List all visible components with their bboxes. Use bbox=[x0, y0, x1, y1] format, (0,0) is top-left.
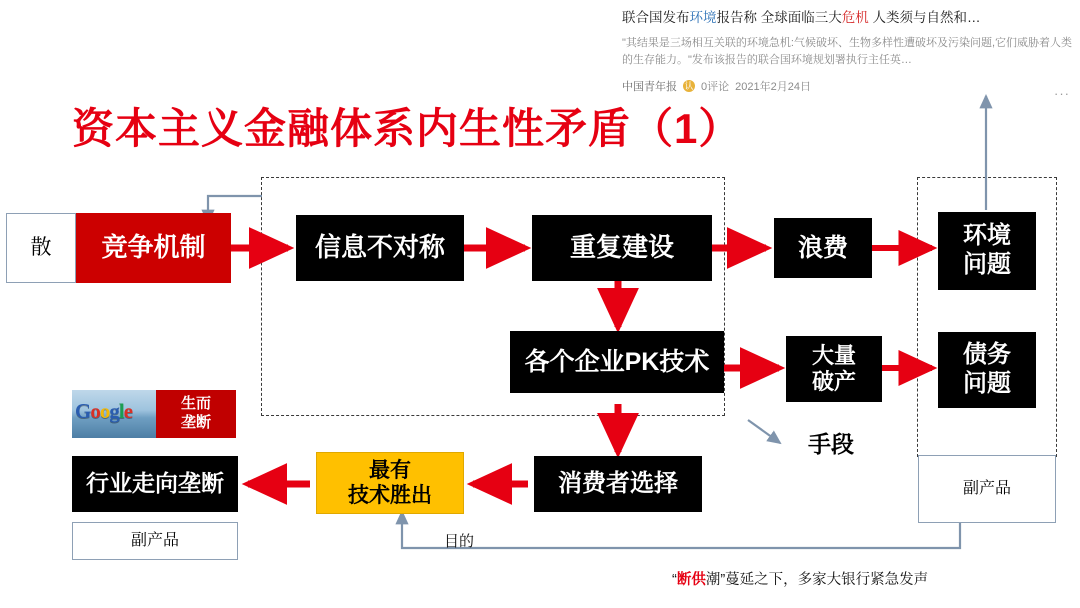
google-logo-image bbox=[72, 390, 156, 438]
news-meta bbox=[622, 78, 1074, 94]
google-wordmark: Google bbox=[75, 399, 133, 423]
news-comment-count[interactable]: 0评论 bbox=[701, 81, 730, 93]
node-competition-mechanism[interactable]: 竞争机制 bbox=[76, 213, 231, 283]
bottom-caption-red: 断供 bbox=[676, 572, 706, 588]
born-monopoly-line1: 生而 bbox=[180, 395, 211, 413]
bottom-caption-mid: 潮”蔓延之下，多家大银行紧急发声 bbox=[705, 572, 929, 588]
node-waste[interactable]: 浪费 bbox=[774, 218, 872, 278]
born-monopoly-caption bbox=[156, 390, 236, 438]
label-means: 手段 bbox=[808, 431, 854, 458]
node-best-tech-line1: 最有 bbox=[369, 458, 411, 482]
node-san[interactable]: 散 bbox=[6, 213, 76, 283]
node-debt-problem[interactable] bbox=[938, 332, 1036, 408]
node-byproduct-left[interactable]: 副产品 bbox=[72, 522, 238, 560]
node-best-technology-wins[interactable] bbox=[316, 452, 464, 514]
label-purpose: 目的 bbox=[444, 533, 475, 550]
node-debt-line1: 债务 bbox=[963, 341, 1011, 369]
news-headline-part-1: 环境 bbox=[689, 10, 717, 25]
bottom-caption-pre: “ bbox=[672, 572, 677, 588]
node-environment-problem[interactable] bbox=[938, 212, 1036, 290]
news-date: 2021年2月24日 bbox=[735, 81, 811, 93]
node-bankrupt-line1: 大量 bbox=[811, 342, 856, 368]
node-consumer-choice[interactable]: 消费者选择 bbox=[534, 456, 702, 512]
node-duplicate-construction[interactable]: 重复建设 bbox=[532, 215, 712, 281]
bottom-news-caption bbox=[672, 568, 928, 589]
news-headline-part-2: 报告称 全球面临三大 bbox=[716, 10, 842, 25]
news-headline-part-4: 人类须与自然和… bbox=[868, 10, 981, 25]
news-body-text: "其结果是三场相互关联的环境急机:气候破坏、生物多样性遭破坏及污染问题,它们威胁着人类的生存能力。"发布该报告的联合国环境规划署执行主任英… bbox=[622, 37, 1073, 66]
node-byproduct-right[interactable]: 副产品 bbox=[918, 455, 1056, 523]
node-environment-line1: 环境 bbox=[963, 222, 1011, 250]
node-industry-monopoly[interactable]: 行业走向垄断 bbox=[72, 456, 238, 512]
born-monopoly-line2: 垄断 bbox=[180, 414, 211, 431]
news-source: 中国青年报 bbox=[622, 81, 677, 93]
node-bankrupt-line2: 破产 bbox=[811, 369, 856, 394]
verified-badge-icon: 认 bbox=[684, 81, 694, 91]
news-snippet bbox=[622, 8, 1074, 101]
node-mass-bankruptcy[interactable] bbox=[786, 336, 882, 402]
node-environment-line2: 问题 bbox=[963, 251, 1011, 278]
node-information-asymmetry[interactable]: 信息不对称 bbox=[296, 215, 464, 281]
news-headline[interactable] bbox=[622, 8, 1074, 28]
news-headline-part-3: 危机 bbox=[841, 10, 869, 25]
news-headline-part-0: 联合国发布 bbox=[622, 10, 690, 25]
more-options-icon[interactable]: ··· bbox=[1054, 86, 1070, 101]
node-debt-line2: 问题 bbox=[963, 370, 1011, 397]
node-enterprise-pk-technology[interactable]: 各个企业PK技术 bbox=[510, 331, 724, 393]
google-monopoly-image bbox=[72, 390, 236, 438]
node-best-tech-line2: 技术胜出 bbox=[348, 484, 432, 507]
page-title: 资本主义金融体系内生性矛盾（1） bbox=[72, 105, 742, 152]
